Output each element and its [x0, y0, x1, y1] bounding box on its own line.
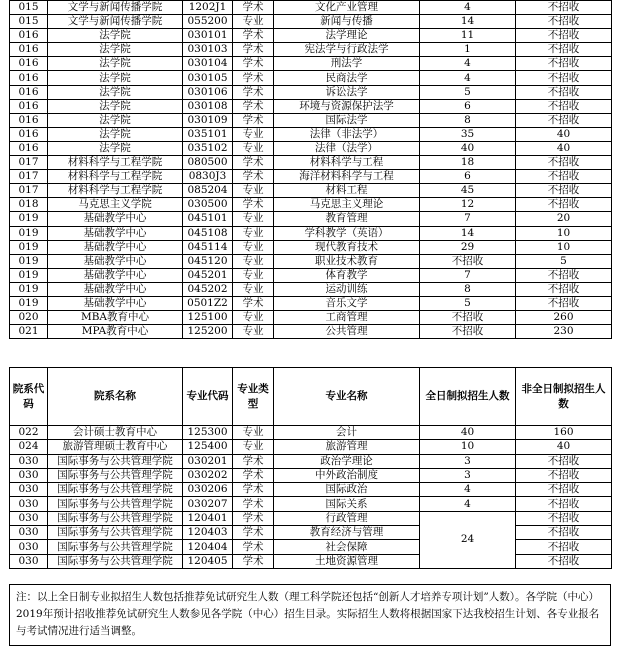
parttime-count-cell: 不招收: [516, 15, 612, 29]
table-row: [10, 170, 612, 184]
major-type-cell: 学术: [233, 57, 274, 71]
table-row: [10, 85, 612, 99]
school-name-cell: 法学院: [48, 113, 183, 127]
fulltime-count-cell: 12: [420, 198, 516, 212]
major-type-cell: 专业: [233, 440, 274, 454]
table-row: [10, 212, 612, 226]
table-row: [10, 141, 612, 155]
school-code-cell: 017: [10, 184, 48, 198]
school-code-cell: 016: [10, 127, 48, 141]
major-code-cell: 045101: [183, 212, 233, 226]
fulltime-count-cell: 不招收: [420, 311, 516, 325]
school-code-cell: 016: [10, 113, 48, 127]
school-code-cell: 017: [10, 156, 48, 170]
major-name-cell: 国际关系: [274, 497, 420, 511]
parttime-count-cell: 不招收: [516, 198, 612, 212]
fulltime-count-cell: 40: [420, 426, 516, 440]
major-name-cell: 职业技术教育: [274, 254, 420, 268]
major-name-cell: 诉讼法学: [274, 85, 420, 99]
school-code-cell: 030: [10, 468, 48, 482]
major-code-cell: 045120: [183, 254, 233, 268]
school-name-cell: 基础教学中心: [48, 268, 183, 282]
major-type-cell: 学术: [233, 29, 274, 43]
major-code-cell: 030108: [183, 99, 233, 113]
major-type-cell: 学术: [233, 526, 274, 540]
table-header-row: [10, 368, 612, 426]
parttime-count-cell: 不招收: [516, 296, 612, 310]
school-code-cell: 020: [10, 311, 48, 325]
major-type-cell: 学术: [233, 296, 274, 310]
parttime-count-cell: 160: [516, 426, 612, 440]
major-name-cell: 旅游管理: [274, 440, 420, 454]
fulltime-count-cell: 5: [420, 296, 516, 310]
parttime-count-cell: 不招收: [516, 29, 612, 43]
fulltime-count-cell: 35: [420, 127, 516, 141]
enrollment-table-top: [9, 0, 612, 339]
school-code-cell: 016: [10, 85, 48, 99]
school-code-cell: 022: [10, 426, 48, 440]
major-code-cell: 120403: [183, 526, 233, 540]
enrollment-table-top-body: [10, 1, 612, 339]
school-name-cell: 基础教学中心: [48, 254, 183, 268]
table-row: [10, 184, 612, 198]
school-name-cell: 法学院: [48, 99, 183, 113]
major-type-cell: 学术: [233, 497, 274, 511]
fulltime-count-cell: 14: [420, 226, 516, 240]
school-name-cell: 法学院: [48, 141, 183, 155]
school-name-cell: 材料科学与工程学院: [48, 170, 183, 184]
school-name-cell: 会计硕士教育中心: [48, 426, 183, 440]
school-name-cell: 材料科学与工程学院: [48, 184, 183, 198]
major-code-cell: 055200: [183, 15, 233, 29]
fulltime-count-cell: 11: [420, 29, 516, 43]
table-row: [10, 29, 612, 43]
major-type-cell: 专业: [233, 141, 274, 155]
merged-fulltime-count-cell: 24: [420, 511, 516, 568]
table-row: [10, 426, 612, 440]
school-code-cell: 030: [10, 511, 48, 525]
major-type-cell: 学术: [233, 468, 274, 482]
major-type-cell: 专业: [233, 240, 274, 254]
parttime-count-cell: 不招收: [516, 454, 612, 468]
major-type-cell: 学术: [233, 99, 274, 113]
fulltime-count-cell: 7: [420, 212, 516, 226]
fulltime-count-cell: 8: [420, 282, 516, 296]
major-type-cell: 学术: [233, 511, 274, 525]
major-type-cell: 专业: [233, 127, 274, 141]
fulltime-count-cell: 7: [420, 268, 516, 282]
fulltime-count-cell: 8: [420, 113, 516, 127]
school-code-cell: 030: [10, 497, 48, 511]
major-name-cell: 工商管理: [274, 311, 420, 325]
parttime-count-cell: 不招收: [516, 540, 612, 554]
school-name-cell: 基础教学中心: [48, 296, 183, 310]
school-name-cell: 基础教学中心: [48, 212, 183, 226]
school-code-cell: 016: [10, 99, 48, 113]
fulltime-count-cell: 18: [420, 156, 516, 170]
school-name-cell: 国际事务与公共管理学院: [48, 540, 183, 554]
major-type-cell: 学术: [233, 156, 274, 170]
major-name-cell: 法学理论: [274, 29, 420, 43]
major-name-cell: 宪法学与行政法学: [274, 43, 420, 57]
header-major-type: 专业类型: [233, 368, 274, 426]
major-name-cell: 材料工程: [274, 184, 420, 198]
fulltime-count-cell: 4: [420, 1, 516, 15]
table-row: [10, 1, 612, 15]
major-type-cell: 学术: [233, 198, 274, 212]
header-major-name: 专业名称: [274, 368, 420, 426]
school-code-cell: 030: [10, 554, 48, 568]
major-name-cell: 法律（非法学）: [274, 127, 420, 141]
major-name-cell: 文化产业管理: [274, 1, 420, 15]
parttime-count-cell: 260: [516, 311, 612, 325]
parttime-count-cell: 230: [516, 325, 612, 339]
parttime-count-cell: 10: [516, 226, 612, 240]
table-row: [10, 127, 612, 141]
major-type-cell: 专业: [233, 311, 274, 325]
school-code-cell: 015: [10, 1, 48, 15]
major-name-cell: 现代教育技术: [274, 240, 420, 254]
header-fulltime-count: 全日制拟招生人数: [420, 368, 516, 426]
school-name-cell: 国际事务与公共管理学院: [48, 497, 183, 511]
table-row: [10, 296, 612, 310]
major-code-cell: 030500: [183, 198, 233, 212]
table-row: [10, 282, 612, 296]
table-row: [10, 198, 612, 212]
major-code-cell: 125200: [183, 325, 233, 339]
parttime-count-cell: 不招收: [516, 85, 612, 99]
major-code-cell: 120401: [183, 511, 233, 525]
table-row: [10, 526, 612, 540]
table-row: [10, 511, 612, 525]
fulltime-count-cell: 3: [420, 468, 516, 482]
fulltime-count-cell: 不招收: [420, 325, 516, 339]
major-type-cell: 学术: [233, 71, 274, 85]
major-code-cell: 035101: [183, 127, 233, 141]
major-code-cell: 030202: [183, 468, 233, 482]
table-row: [10, 15, 612, 29]
major-code-cell: 120404: [183, 540, 233, 554]
parttime-count-cell: 不招收: [516, 483, 612, 497]
major-code-cell: 035102: [183, 141, 233, 155]
school-name-cell: 国际事务与公共管理学院: [48, 454, 183, 468]
parttime-count-cell: 不招收: [516, 170, 612, 184]
table-row: [10, 156, 612, 170]
parttime-count-cell: 不招收: [516, 554, 612, 568]
school-code-cell: 019: [10, 240, 48, 254]
major-name-cell: 中外政治制度: [274, 468, 420, 482]
enrollment-table-bottom-body: [10, 426, 612, 569]
header-school-code: 院系代码: [10, 368, 48, 426]
major-type-cell: 专业: [233, 325, 274, 339]
enrollment-table-bottom: [9, 367, 612, 569]
fulltime-count-cell: 4: [420, 497, 516, 511]
parttime-count-cell: 40: [516, 127, 612, 141]
table-row: [10, 440, 612, 454]
school-name-cell: 国际事务与公共管理学院: [48, 483, 183, 497]
table-row: [10, 57, 612, 71]
table-row: [10, 268, 612, 282]
parttime-count-cell: 不招收: [516, 526, 612, 540]
parttime-count-cell: 40: [516, 141, 612, 155]
major-code-cell: 030101: [183, 29, 233, 43]
major-code-cell: 030104: [183, 57, 233, 71]
school-code-cell: 017: [10, 170, 48, 184]
parttime-count-cell: 不招收: [516, 468, 612, 482]
school-name-cell: 法学院: [48, 43, 183, 57]
school-name-cell: 旅游管理硕士教育中心: [48, 440, 183, 454]
major-code-cell: 0501Z2: [183, 296, 233, 310]
major-name-cell: 教育管理: [274, 212, 420, 226]
fulltime-count-cell: 3: [420, 454, 516, 468]
major-name-cell: 国际法学: [274, 113, 420, 127]
major-name-cell: 体育教学: [274, 268, 420, 282]
school-code-cell: 016: [10, 141, 48, 155]
major-type-cell: 专业: [233, 254, 274, 268]
school-name-cell: 法学院: [48, 71, 183, 85]
major-type-cell: 专业: [233, 212, 274, 226]
major-type-cell: 学术: [233, 1, 274, 15]
major-code-cell: 045202: [183, 282, 233, 296]
major-type-cell: 专业: [233, 282, 274, 296]
table-row: [10, 99, 612, 113]
major-code-cell: 085204: [183, 184, 233, 198]
fulltime-count-cell: 不招收: [420, 254, 516, 268]
major-type-cell: 学术: [233, 113, 274, 127]
major-code-cell: 080500: [183, 156, 233, 170]
major-type-cell: 学术: [233, 85, 274, 99]
table-row: [10, 483, 612, 497]
major-code-cell: 030105: [183, 71, 233, 85]
fulltime-count-cell: 10: [420, 440, 516, 454]
table-row: [10, 540, 612, 554]
table-row: [10, 113, 612, 127]
parttime-count-cell: 不招收: [516, 99, 612, 113]
school-code-cell: 030: [10, 483, 48, 497]
school-code-cell: 024: [10, 440, 48, 454]
major-name-cell: 国际政治: [274, 483, 420, 497]
major-code-cell: 1202J1: [183, 1, 233, 15]
major-name-cell: 刑法学: [274, 57, 420, 71]
school-name-cell: 国际事务与公共管理学院: [48, 511, 183, 525]
school-code-cell: 016: [10, 57, 48, 71]
major-type-cell: 专业: [233, 226, 274, 240]
parttime-count-cell: 不招收: [516, 113, 612, 127]
major-name-cell: 运动训练: [274, 282, 420, 296]
major-code-cell: 030207: [183, 497, 233, 511]
major-name-cell: 音乐文学: [274, 296, 420, 310]
school-name-cell: 国际事务与公共管理学院: [48, 526, 183, 540]
table-row: [10, 43, 612, 57]
parttime-count-cell: 不招收: [516, 511, 612, 525]
major-type-cell: 专业: [233, 268, 274, 282]
fulltime-count-cell: 6: [420, 99, 516, 113]
major-name-cell: 社会保障: [274, 540, 420, 554]
school-name-cell: 法学院: [48, 127, 183, 141]
table-row: [10, 497, 612, 511]
major-code-cell: 045114: [183, 240, 233, 254]
major-type-cell: 专业: [233, 184, 274, 198]
school-name-cell: 法学院: [48, 29, 183, 43]
major-name-cell: 政治学理论: [274, 454, 420, 468]
school-name-cell: 法学院: [48, 57, 183, 71]
fulltime-count-cell: 4: [420, 483, 516, 497]
major-code-cell: 0830J3: [183, 170, 233, 184]
table-row: [10, 311, 612, 325]
major-code-cell: 125300: [183, 426, 233, 440]
major-code-cell: 030106: [183, 85, 233, 99]
major-name-cell: 新闻与传播: [274, 15, 420, 29]
major-type-cell: 学术: [233, 554, 274, 568]
table-row: [10, 554, 612, 568]
major-name-cell: 教育经济与管理: [274, 526, 420, 540]
table-row: [10, 325, 612, 339]
major-name-cell: 马克思主义理论: [274, 198, 420, 212]
major-name-cell: 公共管理: [274, 325, 420, 339]
parttime-count-cell: 10: [516, 240, 612, 254]
table-row: [10, 226, 612, 240]
fulltime-count-cell: 14: [420, 15, 516, 29]
major-type-cell: 学术: [233, 170, 274, 184]
parttime-count-cell: 不招收: [516, 43, 612, 57]
parttime-count-cell: 不招收: [516, 156, 612, 170]
major-type-cell: 专业: [233, 426, 274, 440]
parttime-count-cell: 不招收: [516, 282, 612, 296]
major-code-cell: 030201: [183, 454, 233, 468]
fulltime-count-cell: 1: [420, 43, 516, 57]
school-code-cell: 019: [10, 296, 48, 310]
table-row: [10, 254, 612, 268]
fulltime-count-cell: 5: [420, 85, 516, 99]
major-name-cell: 会计: [274, 426, 420, 440]
header-school-name: 院系名称: [48, 368, 183, 426]
school-code-cell: 015: [10, 15, 48, 29]
major-type-cell: 学术: [233, 483, 274, 497]
school-code-cell: 016: [10, 29, 48, 43]
school-code-cell: 019: [10, 226, 48, 240]
major-type-cell: 专业: [233, 15, 274, 29]
major-code-cell: 030206: [183, 483, 233, 497]
school-name-cell: 材料科学与工程学院: [48, 156, 183, 170]
fulltime-count-cell: 4: [420, 57, 516, 71]
school-name-cell: 基础教学中心: [48, 240, 183, 254]
major-type-cell: 学术: [233, 540, 274, 554]
school-name-cell: 基础教学中心: [48, 226, 183, 240]
school-code-cell: 030: [10, 540, 48, 554]
major-code-cell: 045108: [183, 226, 233, 240]
school-code-cell: 018: [10, 198, 48, 212]
table-row: [10, 468, 612, 482]
parttime-count-cell: 不招收: [516, 184, 612, 198]
parttime-count-cell: 40: [516, 440, 612, 454]
header-major-code: 专业代码: [183, 368, 233, 426]
fulltime-count-cell: 45: [420, 184, 516, 198]
school-name-cell: 法学院: [48, 85, 183, 99]
school-name-cell: 基础教学中心: [48, 282, 183, 296]
table-row: [10, 454, 612, 468]
major-name-cell: 民商法学: [274, 71, 420, 85]
major-name-cell: 法律（法学）: [274, 141, 420, 155]
parttime-count-cell: 5: [516, 254, 612, 268]
major-code-cell: 045201: [183, 268, 233, 282]
school-code-cell: 019: [10, 254, 48, 268]
major-code-cell: 030109: [183, 113, 233, 127]
major-name-cell: 土地资源管理: [274, 554, 420, 568]
school-code-cell: 030: [10, 526, 48, 540]
parttime-count-cell: 不招收: [516, 57, 612, 71]
school-code-cell: 016: [10, 71, 48, 85]
parttime-count-cell: 不招收: [516, 1, 612, 15]
footnote: 注：以上全日制专业拟招生人数包括推荐免试研究生人数（理工科学院还包括“创新人才培养专项计划”人数）。各学院（中心）2019年预计招收推荐免试研究生人数参见各学院（中心）招生目录。实际招生人数将根据国家下达我校招生计划、各专业报名与考试情况进行适当调整。: [9, 584, 611, 646]
school-name-cell: 文学与新闻传播学院: [48, 15, 183, 29]
school-code-cell: 021: [10, 325, 48, 339]
major-name-cell: 海洋材料科学与工程: [274, 170, 420, 184]
parttime-count-cell: 20: [516, 212, 612, 226]
school-name-cell: MBA教育中心: [48, 311, 183, 325]
table-row: [10, 240, 612, 254]
school-code-cell: 019: [10, 282, 48, 296]
fulltime-count-cell: 29: [420, 240, 516, 254]
school-code-cell: 016: [10, 43, 48, 57]
major-type-cell: 学术: [233, 454, 274, 468]
school-name-cell: MPA教育中心: [48, 325, 183, 339]
fulltime-count-cell: 6: [420, 170, 516, 184]
parttime-count-cell: 不招收: [516, 268, 612, 282]
major-name-cell: 环境与资源保护法学: [274, 99, 420, 113]
major-name-cell: 材料科学与工程: [274, 156, 420, 170]
school-name-cell: 国际事务与公共管理学院: [48, 554, 183, 568]
fulltime-count-cell: 40: [420, 141, 516, 155]
school-name-cell: 文学与新闻传播学院: [48, 1, 183, 15]
school-code-cell: 030: [10, 454, 48, 468]
school-name-cell: 马克思主义学院: [48, 198, 183, 212]
major-type-cell: 学术: [233, 43, 274, 57]
header-parttime-count: 非全日制拟招生人数: [516, 368, 612, 426]
major-code-cell: 125100: [183, 311, 233, 325]
major-code-cell: 125400: [183, 440, 233, 454]
parttime-count-cell: 不招收: [516, 71, 612, 85]
school-code-cell: 019: [10, 212, 48, 226]
major-name-cell: 行政管理: [274, 511, 420, 525]
fulltime-count-cell: 4: [420, 71, 516, 85]
major-name-cell: 学科教学（英语）: [274, 226, 420, 240]
school-code-cell: 019: [10, 268, 48, 282]
school-name-cell: 国际事务与公共管理学院: [48, 468, 183, 482]
major-code-cell: 120405: [183, 554, 233, 568]
major-code-cell: 030103: [183, 43, 233, 57]
parttime-count-cell: 不招收: [516, 497, 612, 511]
table-row: [10, 71, 612, 85]
